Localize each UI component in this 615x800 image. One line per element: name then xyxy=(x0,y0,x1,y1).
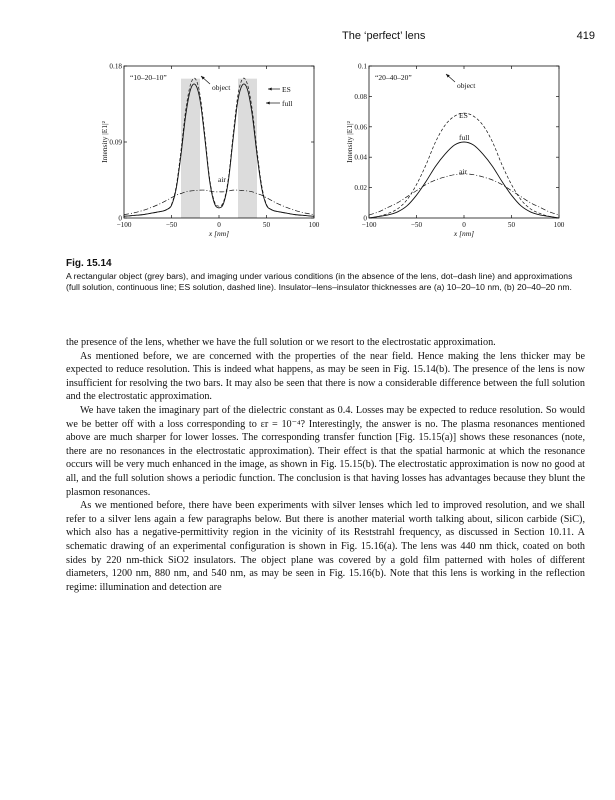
y-tick-label: 0 xyxy=(363,214,367,223)
page-number: 419 xyxy=(576,30,595,42)
y-axis-label: Intensity |E1|² xyxy=(345,121,354,163)
paragraph: We have taken the imaginary part of the dielectric constant as 0.4. Losses may be expected to reduce resolution. So would we be better off with a loss corresponding to εr = 10⁻⁴? Interestingly, the answer is no. The plasma resonances mentioned above are much sharper for lower losses. The corresponding transfer function [Fig. 15.15(a)] shows these resonances (note, there are no resonances in the electrostatic approximation). Their effect is that the spatial harmonic at which the resonance occurs will be very much enhanced in the image, as shown in Fig. 15.15(b). The electrostatic approximation is now no good at all, and the full solution shows a periodic function. The conclusion is that having losses has advantages because they blunt the plasmon resonances. xyxy=(66,404,585,498)
y-axis-label: Intensity |E1|² xyxy=(100,121,109,163)
paragraph: As mentioned before, we are concerned with the properties of the near field. Hence making the lens thicker may be expected to reduce resolution. This is indeed what happens, as may be seen in Fig. 15.14(b). The presence of the lens is now insufficient for resolving the two bars. It may also be seen that there is now a considerable difference between the full solution and the electrostatic approximation. xyxy=(66,350,585,403)
paragraph: As we mentioned before, there have been experiments with silver lenses which led to improved resolution, and we shall refer to a silver lens again a few paragraphs below. But there is another material worth talking about, silicon carbide (SiC), which also has a negative-permittivity region in the vicinity of its Reststrahl frequency, as discussed in Section 10.11. A schematic drawing of an experimental configuration is shown in Fig. 15.16(a). The lens was 440 nm thick, coated on both sides by 220 nm-thick SiO2 insulators. The object plane was covered by a gold film patterned with holes of different diameters, 1200 nm, 880 nm, and 540 nm, as may be seen in Fig. 15.16(b). Note that this lens is working in the reflection regime: illumination and detection are xyxy=(66,500,585,593)
x-tick-label: 100 xyxy=(308,221,320,229)
y-tick-label: 0.18 xyxy=(109,62,122,71)
y-tick-label: 0.02 xyxy=(354,184,367,193)
y-tick-label: 0.08 xyxy=(354,92,367,101)
y-tick-label: 0 xyxy=(118,214,122,223)
x-tick-label: −100 xyxy=(116,221,132,229)
x-tick-label: 0 xyxy=(462,221,466,229)
paragraph: the presence of the lens, whether we have the full solution or we resort to the electrostatic approximation. xyxy=(66,337,496,348)
annotation-object: object xyxy=(457,81,476,90)
annotation-object: object xyxy=(212,83,231,92)
y-tick-label: 0.04 xyxy=(354,153,367,162)
x-tick-label: −50 xyxy=(165,221,178,229)
series-es-line xyxy=(369,113,559,218)
y-tick-label: 0.1 xyxy=(358,62,367,71)
body-text xyxy=(66,336,585,594)
chart-b xyxy=(345,60,585,260)
x-tick-label: 50 xyxy=(262,221,271,229)
running-header xyxy=(0,30,615,46)
arrow-head xyxy=(266,101,270,104)
series-air-line xyxy=(124,190,314,215)
x-tick-label: 0 xyxy=(217,221,221,229)
annotation-air: air xyxy=(459,167,467,176)
chart-a xyxy=(100,60,340,260)
x-tick-label: −100 xyxy=(361,221,377,229)
inset-label: “20–40–20” xyxy=(375,73,412,82)
x-tick-label: −50 xyxy=(410,221,423,229)
x-tick-label: 50 xyxy=(507,221,516,229)
object-bar xyxy=(238,79,257,218)
running-title: The ‘perfect’ lens xyxy=(342,30,426,42)
annotation-full: full xyxy=(282,99,293,108)
series-full-line xyxy=(369,142,559,218)
object-bar xyxy=(181,79,200,218)
x-axis-label: x [nm] xyxy=(453,229,475,238)
annotation-full: full xyxy=(459,133,470,142)
y-tick-label: 0.09 xyxy=(109,138,122,147)
inset-label: “10–20–10” xyxy=(130,73,167,82)
x-tick-label: 100 xyxy=(553,221,565,229)
y-tick-label: 0.06 xyxy=(354,123,367,132)
figure-label: Fig. 15.14 xyxy=(66,258,112,269)
annotation-es: ES xyxy=(459,111,468,120)
annotation-air: air xyxy=(218,175,226,184)
arrow-head xyxy=(268,87,272,90)
x-axis-label: x [nm] xyxy=(208,229,230,238)
figure-caption xyxy=(66,258,586,294)
annotation-es: ES xyxy=(282,85,291,94)
figure-caption-text: A rectangular object (grey bars), and imaging under various conditions (in the absence of the lens, dot–dash line) and approximations (full solution, continuous line; ES solution, dashed line). Insulator–lens–insulator thicknesses are (a) 10–20–10 nm, (b) 20–40–20 nm. xyxy=(66,270,573,292)
